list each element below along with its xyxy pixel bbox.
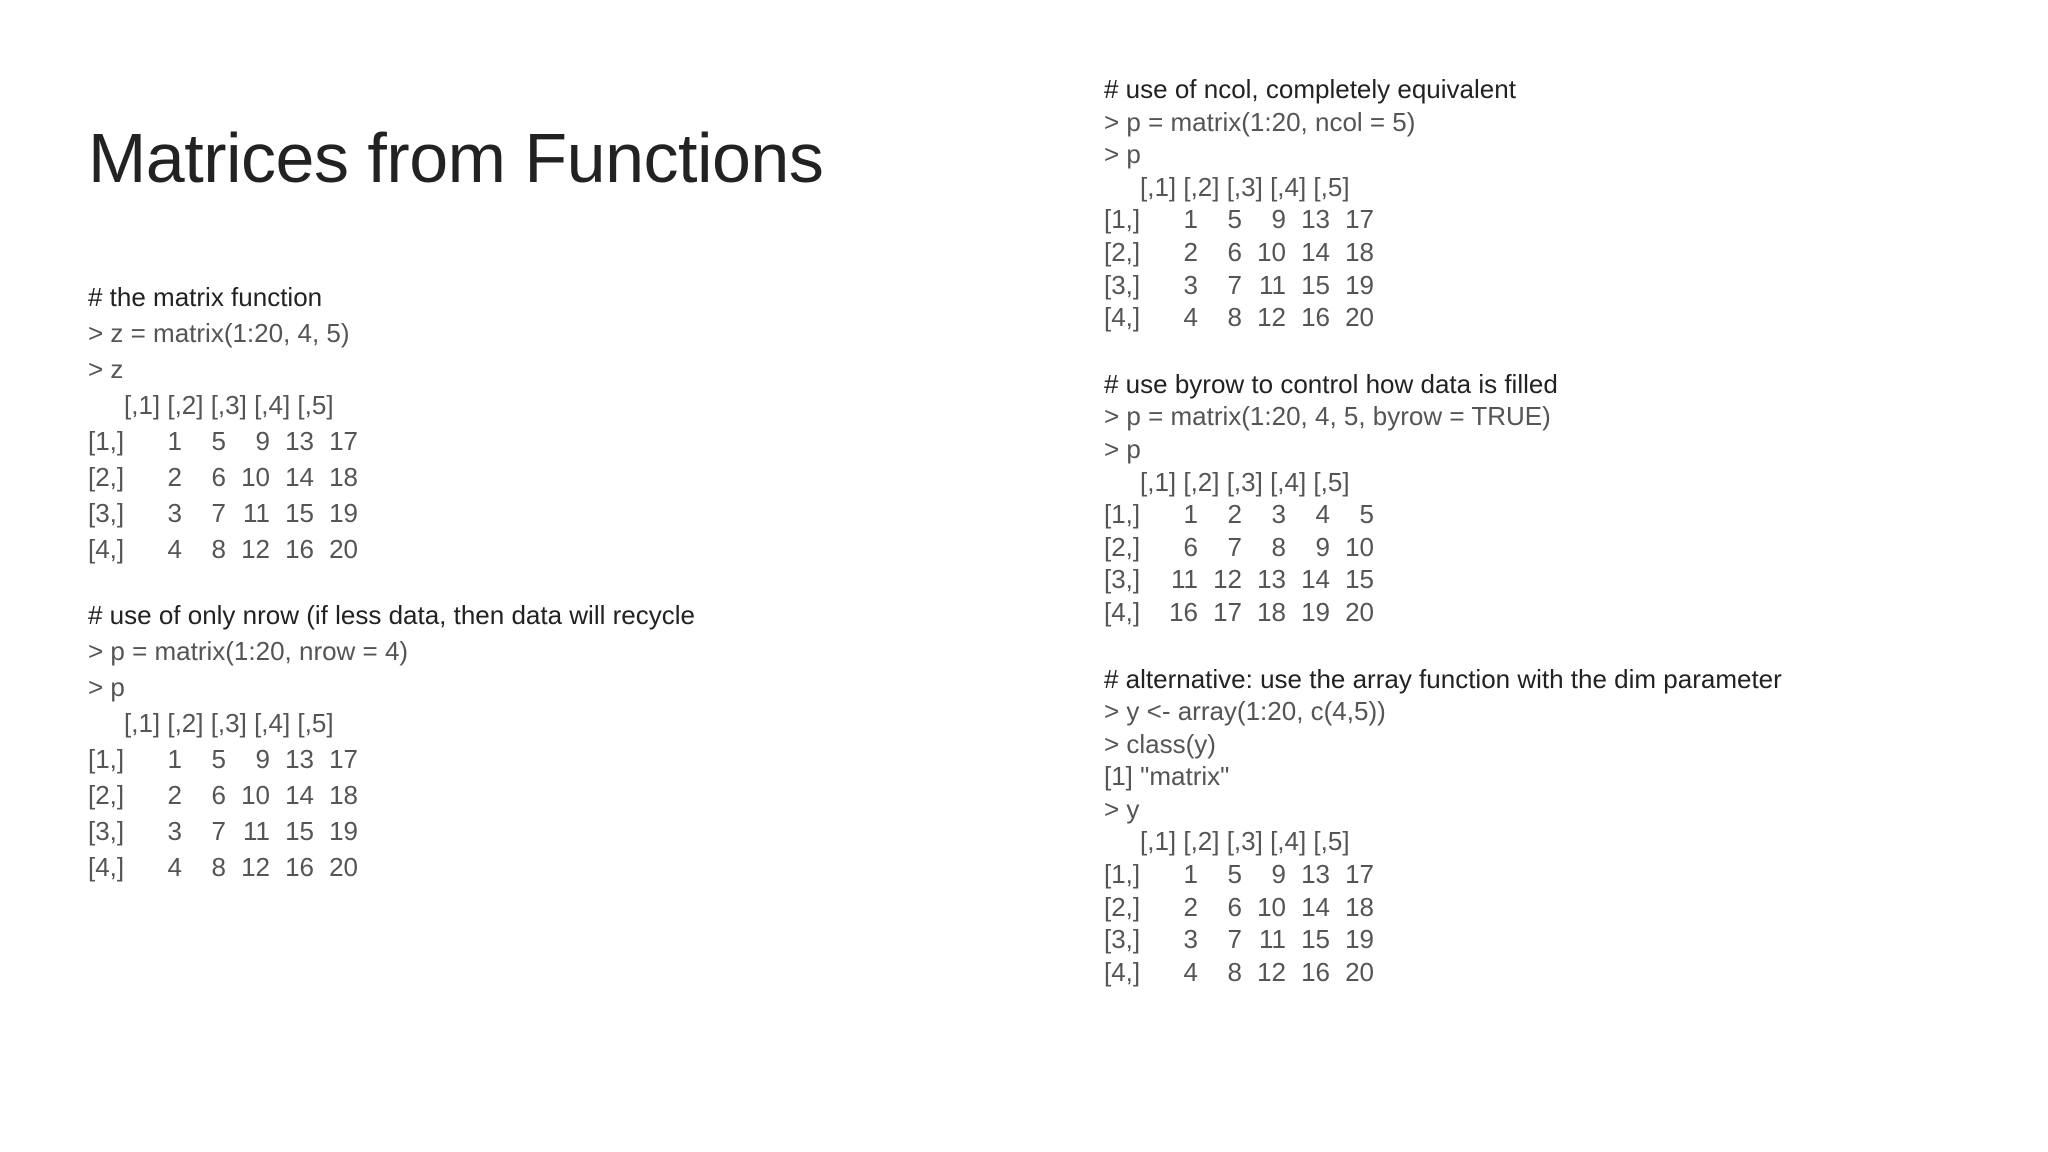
code-command: > y <- array(1:20, c(4,5)) xyxy=(1104,696,1386,727)
matrix-cell: 3 xyxy=(1183,924,1198,955)
matrix-cell: 19 xyxy=(329,498,358,528)
row-label: [3,] xyxy=(88,498,125,528)
code-comment: # use byrow to control how data is filled xyxy=(1104,368,1558,399)
matrix-cell: 19 xyxy=(329,816,358,846)
matrix-cell: 8 xyxy=(1227,956,1242,987)
matrix-cell: 2 xyxy=(1227,499,1242,530)
row-label: [2,] xyxy=(1104,891,1141,922)
matrix-row xyxy=(1104,301,1782,334)
row-label: [3,] xyxy=(1104,564,1141,595)
matrix-cell: 18 xyxy=(1257,596,1286,627)
matrix-row xyxy=(88,459,695,495)
matrix-row xyxy=(88,777,695,813)
matrix-cell: 7 xyxy=(1227,269,1242,300)
matrix-row xyxy=(1104,858,1782,891)
matrix-cell: 19 xyxy=(1345,269,1374,300)
code-comment: # use of only nrow (if less data, then data will recycle xyxy=(88,600,695,630)
matrix-row xyxy=(88,813,695,849)
matrix-cell: 9 xyxy=(1271,859,1286,890)
matrix-cell: 6 xyxy=(1227,891,1242,922)
matrix-cell: 16 xyxy=(1301,302,1330,333)
matrix-cell: 5 xyxy=(1227,859,1242,890)
matrix-cell: 1 xyxy=(167,744,182,774)
matrix-cell: 1 xyxy=(1183,204,1198,235)
matrix-cell: 15 xyxy=(285,498,314,528)
row-label: [4,] xyxy=(88,534,125,564)
code-comment: # alternative: use the array function with the dim parameter xyxy=(1104,663,1782,694)
code-comment: # use of ncol, completely equivalent xyxy=(1104,74,1516,104)
row-label: [1,] xyxy=(1104,859,1141,890)
matrix-cell: 19 xyxy=(1301,596,1330,627)
row-label: [4,] xyxy=(1104,302,1141,333)
matrix-cell: 3 xyxy=(167,816,182,846)
matrix-cell: 16 xyxy=(1301,956,1330,987)
matrix-cell: 8 xyxy=(211,534,226,564)
matrix-cell: 7 xyxy=(1227,531,1242,562)
code-command: > p = matrix(1:20, 4, 5, byrow = TRUE) xyxy=(1104,401,1551,432)
matrix-cell: 17 xyxy=(1345,204,1374,235)
matrix-cell: 20 xyxy=(329,534,358,564)
row-label: [1,] xyxy=(88,426,125,456)
matrix-row xyxy=(1104,498,1782,531)
matrix-row xyxy=(1104,923,1782,956)
matrix-cell: 9 xyxy=(255,426,270,456)
matrix-cell: 15 xyxy=(285,816,314,846)
matrix-cell: 11 xyxy=(1171,564,1198,595)
row-label: [1,] xyxy=(1104,204,1141,235)
matrix-cell: 5 xyxy=(211,744,226,774)
matrix-cell: 15 xyxy=(1301,924,1330,955)
code-command: > p xyxy=(1104,433,1141,464)
matrix-row xyxy=(88,495,695,531)
matrix-cell: 9 xyxy=(1271,204,1286,235)
row-label: [3,] xyxy=(88,816,125,846)
matrix-cell: 4 xyxy=(1315,499,1330,530)
matrix-cell: 8 xyxy=(1271,531,1286,562)
matrix-cell: 10 xyxy=(1345,531,1374,562)
matrix-cell: 11 xyxy=(243,816,270,846)
matrix-row xyxy=(1104,531,1782,564)
matrix-cell: 5 xyxy=(211,426,226,456)
row-label: [4,] xyxy=(88,852,125,882)
matrix-cell: 8 xyxy=(211,852,226,882)
matrix-cell: 11 xyxy=(243,498,270,528)
matrix-cell: 12 xyxy=(1213,564,1242,595)
matrix-column-header: [,1] [,2] [,3] [,4] [,5] xyxy=(1140,171,1350,202)
code-command: > class(y) xyxy=(1104,728,1216,759)
matrix-row xyxy=(88,849,695,885)
matrix-cell: 3 xyxy=(167,498,182,528)
matrix-row xyxy=(1104,563,1782,596)
matrix-cell: 2 xyxy=(167,462,182,492)
matrix-cell: 16 xyxy=(1169,596,1198,627)
matrix-cell: 15 xyxy=(1345,564,1374,595)
matrix-cell: 16 xyxy=(285,852,314,882)
matrix-cell: 4 xyxy=(1183,956,1198,987)
code-block-array xyxy=(1104,663,1782,989)
matrix-cell: 1 xyxy=(167,426,182,456)
matrix-cell: 7 xyxy=(1227,924,1242,955)
matrix-cell: 20 xyxy=(1345,956,1374,987)
matrix-cell: 17 xyxy=(329,744,358,774)
spacer xyxy=(1104,334,1782,368)
matrix-row xyxy=(88,531,695,567)
matrix-cell: 13 xyxy=(285,744,314,774)
row-label: [1,] xyxy=(1104,499,1141,530)
matrix-cell: 6 xyxy=(1227,236,1242,267)
matrix-cell: 18 xyxy=(329,462,358,492)
matrix-cell: 5 xyxy=(1359,499,1374,530)
matrix-cell: 5 xyxy=(1227,204,1242,235)
matrix-cell: 3 xyxy=(1271,499,1286,530)
matrix-cell: 13 xyxy=(1301,859,1330,890)
code-comment: # the matrix function xyxy=(88,282,323,312)
row-label: [2,] xyxy=(1104,236,1141,267)
matrix-cell: 11 xyxy=(1259,269,1286,300)
matrix-cell: 7 xyxy=(211,498,226,528)
matrix-cell: 17 xyxy=(329,426,358,456)
row-label: [2,] xyxy=(88,462,125,492)
matrix-column-header: [,1] [,2] [,3] [,4] [,5] xyxy=(124,390,334,420)
matrix-cell: 14 xyxy=(1301,891,1330,922)
matrix-cell: 2 xyxy=(1183,891,1198,922)
matrix-cell: 13 xyxy=(285,426,314,456)
matrix-cell: 20 xyxy=(329,852,358,882)
row-label: [3,] xyxy=(1104,924,1141,955)
row-label: [2,] xyxy=(1104,531,1141,562)
matrix-row xyxy=(1104,956,1782,989)
matrix-cell: 2 xyxy=(167,780,182,810)
matrix-cell: 8 xyxy=(1227,302,1242,333)
matrix-cell: 2 xyxy=(1183,236,1198,267)
matrix-cell: 4 xyxy=(1183,302,1198,333)
matrix-cell: 14 xyxy=(285,462,314,492)
matrix-column-header: [,1] [,2] [,3] [,4] [,5] xyxy=(1140,826,1350,857)
code-command: > z = matrix(1:20, 4, 5) xyxy=(88,318,350,348)
right-column xyxy=(1104,73,1782,988)
code-command: > p xyxy=(88,672,125,702)
matrix-cell: 10 xyxy=(1257,236,1286,267)
matrix-cell: 9 xyxy=(255,744,270,774)
matrix-row xyxy=(1104,269,1782,302)
matrix-cell: 1 xyxy=(1183,499,1198,530)
matrix-cell: 17 xyxy=(1213,596,1242,627)
matrix-row xyxy=(88,423,695,459)
matrix-cell: 15 xyxy=(1301,269,1330,300)
matrix-cell: 13 xyxy=(1301,204,1330,235)
matrix-row xyxy=(88,741,695,777)
matrix-cell: 18 xyxy=(1345,236,1374,267)
matrix-cell: 4 xyxy=(167,852,182,882)
matrix-cell: 18 xyxy=(1345,891,1374,922)
matrix-row xyxy=(1104,236,1782,269)
matrix-cell: 18 xyxy=(329,780,358,810)
matrix-cell: 10 xyxy=(241,780,270,810)
matrix-cell: 14 xyxy=(1301,236,1330,267)
row-label: [1,] xyxy=(88,744,125,774)
matrix-cell: 11 xyxy=(1259,924,1286,955)
matrix-cell: 17 xyxy=(1345,859,1374,890)
matrix-cell: 12 xyxy=(241,852,270,882)
matrix-cell: 12 xyxy=(241,534,270,564)
matrix-cell: 12 xyxy=(1257,302,1286,333)
page-title: Matrices from Functions xyxy=(88,119,824,197)
matrix-cell: 20 xyxy=(1345,596,1374,627)
row-label: [3,] xyxy=(1104,269,1141,300)
matrix-cell: 13 xyxy=(1257,564,1286,595)
matrix-cell: 9 xyxy=(1315,531,1330,562)
matrix-cell: 1 xyxy=(1183,859,1198,890)
matrix-cell: 10 xyxy=(241,462,270,492)
row-label: [4,] xyxy=(1104,596,1141,627)
matrix-cell: 19 xyxy=(1345,924,1374,955)
matrix-column-header: [,1] [,2] [,3] [,4] [,5] xyxy=(1140,466,1350,497)
code-command: > p xyxy=(1104,139,1141,170)
matrix-row xyxy=(1104,596,1782,629)
code-output: [1] "matrix" xyxy=(1104,761,1230,792)
left-column xyxy=(88,279,695,885)
code-block-matrix-function xyxy=(88,279,695,567)
matrix-cell: 6 xyxy=(1183,531,1198,562)
matrix-cell: 6 xyxy=(211,780,226,810)
matrix-cell: 6 xyxy=(211,462,226,492)
matrix-cell: 14 xyxy=(285,780,314,810)
code-command: > p = matrix(1:20, ncol = 5) xyxy=(1104,106,1416,137)
row-label: [2,] xyxy=(88,780,125,810)
matrix-cell: 12 xyxy=(1257,956,1286,987)
matrix-cell: 3 xyxy=(1183,269,1198,300)
matrix-cell: 10 xyxy=(1257,891,1286,922)
matrix-cell: 14 xyxy=(1301,564,1330,595)
matrix-column-header: [,1] [,2] [,3] [,4] [,5] xyxy=(124,708,334,738)
code-command: > p = matrix(1:20, nrow = 4) xyxy=(88,636,409,666)
matrix-cell: 7 xyxy=(211,816,226,846)
spacer xyxy=(1104,629,1782,663)
spacer xyxy=(88,567,695,597)
code-block-nrow xyxy=(88,597,695,885)
matrix-cell: 4 xyxy=(167,534,182,564)
row-label: [4,] xyxy=(1104,956,1141,987)
code-block-byrow xyxy=(1104,368,1782,629)
code-command: > y xyxy=(1104,793,1140,824)
matrix-row xyxy=(1104,203,1782,236)
matrix-row xyxy=(1104,891,1782,924)
matrix-cell: 20 xyxy=(1345,302,1374,333)
matrix-cell: 16 xyxy=(285,534,314,564)
code-block-ncol xyxy=(1104,73,1782,334)
code-command: > z xyxy=(88,354,124,384)
